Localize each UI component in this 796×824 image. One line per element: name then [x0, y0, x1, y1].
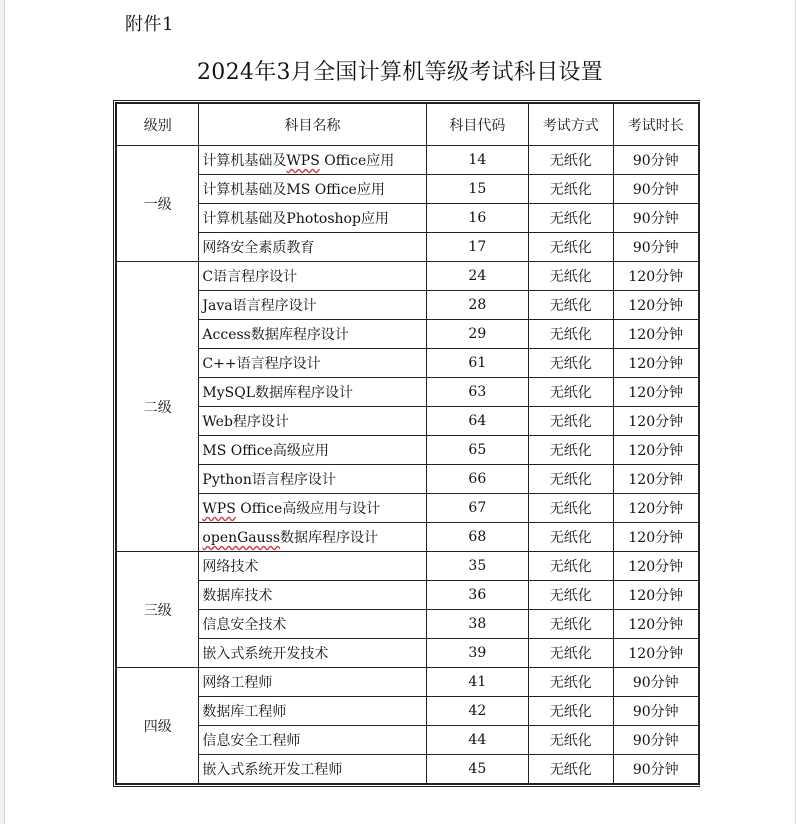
subject-code-cell: 42	[426, 697, 529, 726]
attachment-label: 附件1	[125, 14, 174, 35]
subject-name-cell: 信息安全工程师	[199, 726, 426, 755]
exam-mode-cell: 无纸化	[529, 552, 613, 581]
exam-duration-cell: 90分钟	[613, 204, 698, 233]
header-exam-mode: 考试方式	[529, 104, 613, 146]
exam-duration-cell: 90分钟	[613, 233, 698, 262]
subject-code-cell: 35	[426, 552, 529, 581]
subject-code-cell: 36	[426, 581, 529, 610]
exam-duration-cell: 120分钟	[613, 494, 698, 523]
subject-name-cell: 计算机基础及MS Office应用	[199, 175, 426, 204]
page-title: 2024年3月全国计算机等级考试科目设置	[197, 60, 603, 85]
exam-mode-cell: 无纸化	[529, 668, 613, 697]
subject-code-cell: 16	[426, 204, 529, 233]
subject-table	[116, 103, 699, 784]
exam-duration-cell: 120分钟	[613, 523, 698, 552]
subject-name-cell: Web程序设计	[199, 407, 426, 436]
exam-mode-cell: 无纸化	[529, 726, 613, 755]
table-row	[117, 668, 699, 697]
table-row	[117, 523, 699, 552]
subject-name-cell: 信息安全技术	[199, 610, 426, 639]
exam-duration-cell: 90分钟	[613, 668, 698, 697]
exam-duration-cell: 120分钟	[613, 639, 698, 668]
subject-name-cell: C++语言程序设计	[199, 349, 426, 378]
exam-duration-cell: 120分钟	[613, 436, 698, 465]
table-row	[117, 146, 699, 175]
exam-duration-cell: 120分钟	[613, 291, 698, 320]
exam-mode-cell: 无纸化	[529, 639, 613, 668]
subject-code-cell: 44	[426, 726, 529, 755]
table-header-row	[117, 104, 699, 146]
exam-duration-cell: 120分钟	[613, 262, 698, 291]
table-row	[117, 378, 699, 407]
exam-duration-cell: 90分钟	[613, 755, 698, 784]
table-row	[117, 465, 699, 494]
subject-name-cell: 网络工程师	[199, 668, 426, 697]
table-row	[117, 726, 699, 755]
table-row	[117, 320, 699, 349]
exam-duration-cell: 120分钟	[613, 465, 698, 494]
subject-name-cell: MySQL数据库程序设计	[199, 378, 426, 407]
spellcheck-underline: WPS	[202, 501, 236, 517]
subject-code-cell: 14	[426, 146, 529, 175]
table-row	[117, 494, 699, 523]
subject-code-cell: 17	[426, 233, 529, 262]
table-row	[117, 407, 699, 436]
exam-mode-cell: 无纸化	[529, 494, 613, 523]
exam-mode-cell: 无纸化	[529, 378, 613, 407]
table-row	[117, 175, 699, 204]
exam-duration-cell: 90分钟	[613, 697, 698, 726]
exam-mode-cell: 无纸化	[529, 320, 613, 349]
subject-name-cell: MS Office高级应用	[199, 436, 426, 465]
subject-name-cell: 计算机基础及Photoshop应用	[199, 204, 426, 233]
table-row	[117, 552, 699, 581]
exam-mode-cell: 无纸化	[529, 146, 613, 175]
subject-name-cell: Python语言程序设计	[199, 465, 426, 494]
document-page	[4, 0, 796, 824]
subject-code-cell: 15	[426, 175, 529, 204]
subject-code-cell: 39	[426, 639, 529, 668]
subject-name-cell: openGauss数据库程序设计	[199, 523, 426, 552]
table-row	[117, 233, 699, 262]
exam-duration-cell: 120分钟	[613, 378, 698, 407]
subject-name-cell: 嵌入式系统开发工程师	[199, 755, 426, 784]
exam-duration-cell: 120分钟	[613, 407, 698, 436]
exam-mode-cell: 无纸化	[529, 349, 613, 378]
subject-code-cell: 66	[426, 465, 529, 494]
subject-code-cell: 67	[426, 494, 529, 523]
exam-duration-cell: 90分钟	[613, 175, 698, 204]
exam-mode-cell: 无纸化	[529, 610, 613, 639]
exam-mode-cell: 无纸化	[529, 697, 613, 726]
level-cell: 二级	[117, 262, 199, 552]
level-cell: 四级	[117, 668, 199, 784]
subject-name-cell: 嵌入式系统开发技术	[199, 639, 426, 668]
subject-name-cell: Java语言程序设计	[199, 291, 426, 320]
header-level: 级别	[117, 104, 199, 146]
table-body	[117, 146, 699, 784]
spellcheck-underline: WPS	[286, 153, 320, 169]
subject-code-cell: 29	[426, 320, 529, 349]
subject-table-frame	[113, 100, 700, 787]
exam-duration-cell: 120分钟	[613, 610, 698, 639]
table-row	[117, 610, 699, 639]
subject-name-cell: C语言程序设计	[199, 262, 426, 291]
subject-code-cell: 61	[426, 349, 529, 378]
subject-code-cell: 65	[426, 436, 529, 465]
exam-duration-cell: 90分钟	[613, 726, 698, 755]
exam-mode-cell: 无纸化	[529, 407, 613, 436]
subject-name-cell: 计算机基础及WPS Office应用	[199, 146, 426, 175]
subject-code-cell: 68	[426, 523, 529, 552]
exam-duration-cell: 120分钟	[613, 320, 698, 349]
exam-mode-cell: 无纸化	[529, 204, 613, 233]
table-row	[117, 291, 699, 320]
table-row	[117, 755, 699, 784]
exam-mode-cell: 无纸化	[529, 523, 613, 552]
exam-duration-cell: 120分钟	[613, 552, 698, 581]
subject-code-cell: 38	[426, 610, 529, 639]
table-row	[117, 262, 699, 291]
subject-name-cell: 网络技术	[199, 552, 426, 581]
table-row	[117, 639, 699, 668]
header-subject-name: 科目名称	[199, 104, 426, 146]
exam-duration-cell: 120分钟	[613, 581, 698, 610]
exam-mode-cell: 无纸化	[529, 262, 613, 291]
subject-name-cell: 数据库技术	[199, 581, 426, 610]
exam-mode-cell: 无纸化	[529, 291, 613, 320]
subject-code-cell: 24	[426, 262, 529, 291]
subject-code-cell: 63	[426, 378, 529, 407]
exam-mode-cell: 无纸化	[529, 175, 613, 204]
subject-name-cell: WPS Office高级应用与设计	[199, 494, 426, 523]
level-cell: 三级	[117, 552, 199, 668]
subject-code-cell: 45	[426, 755, 529, 784]
table-row	[117, 697, 699, 726]
subject-name-cell: 网络安全素质教育	[199, 233, 426, 262]
exam-duration-cell: 90分钟	[613, 146, 698, 175]
subject-name-cell: 数据库工程师	[199, 697, 426, 726]
exam-mode-cell: 无纸化	[529, 233, 613, 262]
exam-mode-cell: 无纸化	[529, 465, 613, 494]
subject-code-cell: 28	[426, 291, 529, 320]
subject-code-cell: 41	[426, 668, 529, 697]
header-subject-code: 科目代码	[426, 104, 529, 146]
header-exam-duration: 考试时长	[613, 104, 698, 146]
table-row	[117, 436, 699, 465]
subject-code-cell: 64	[426, 407, 529, 436]
table-row	[117, 581, 699, 610]
table-row	[117, 204, 699, 233]
table-row	[117, 349, 699, 378]
spellcheck-underline: openGauss	[202, 530, 281, 546]
level-cell: 一级	[117, 146, 199, 262]
subject-name-cell: Access数据库程序设计	[199, 320, 426, 349]
exam-duration-cell: 120分钟	[613, 349, 698, 378]
exam-mode-cell: 无纸化	[529, 436, 613, 465]
exam-mode-cell: 无纸化	[529, 755, 613, 784]
exam-mode-cell: 无纸化	[529, 581, 613, 610]
